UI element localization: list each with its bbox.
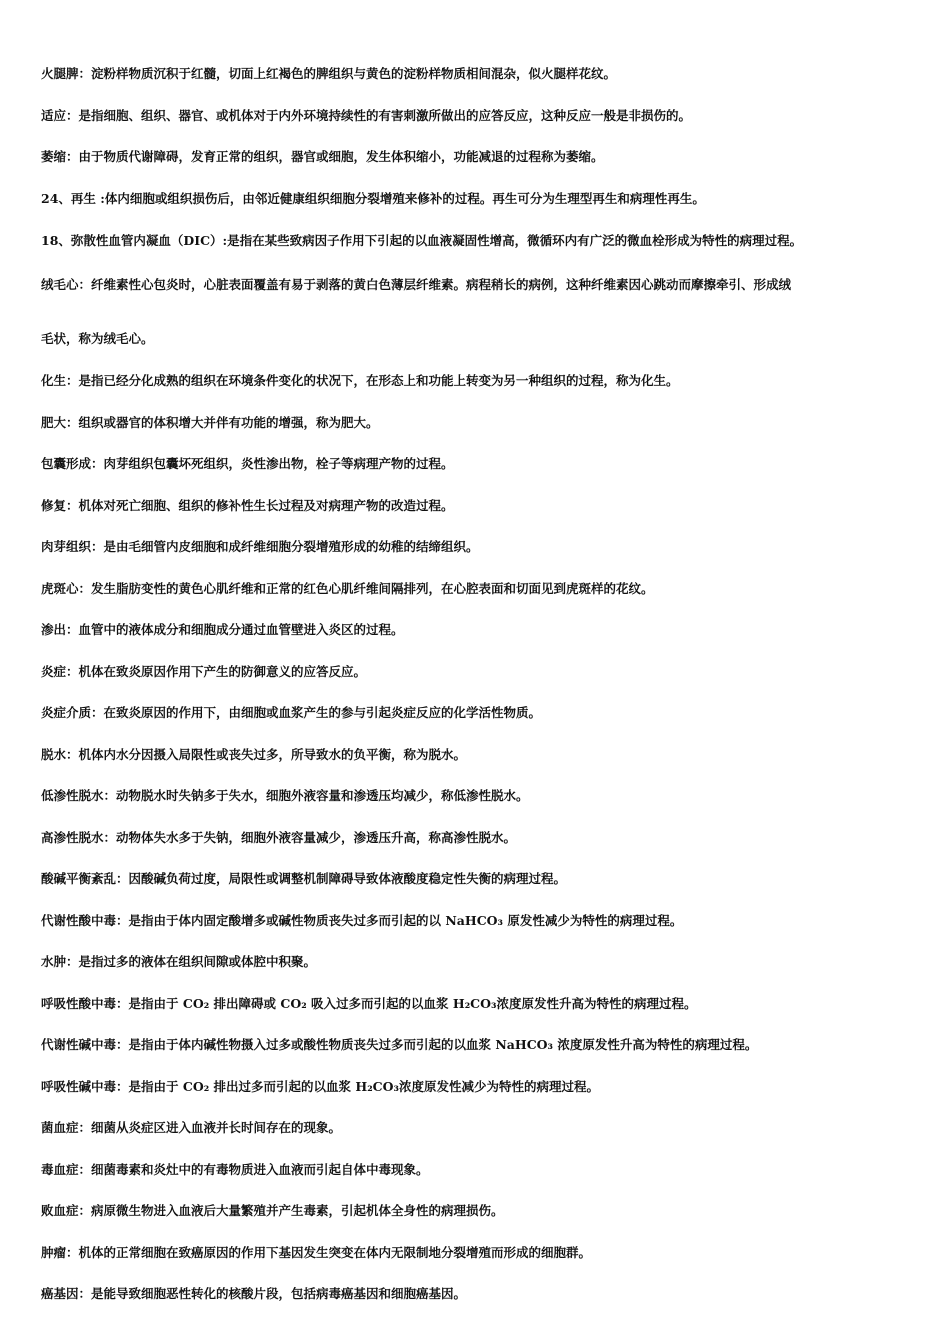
term-label: 水肿： [41,953,79,969]
glossary-entry [41,1244,921,1262]
term-definition: 是指已经分化成熟的组织在环境条件变化的状况下，在形态上和功能上转变为另一种组织的过程，称为化生。 [78,372,679,388]
glossary-entry [41,455,921,473]
term-definition: 是指由于体内固定酸增多或碱性物质丧失过多而引起的以 NaHCO₃ 原发性减少为特性的病理过程。 [128,912,683,928]
glossary-entry-continuation [41,330,921,348]
term-definition: 是指细胞、组织、器官、或机体对于内外环境持续性的有害刺激所做出的应答反应，这种反应一般是非损伤的。 [78,107,692,123]
term-definition: 体内细胞或组织损伤后，由邻近健康组织细胞分裂增殖来修补的过程。再生可分为生理型再生和病理性再生。 [104,190,705,206]
term-label: 炎症介质： [41,704,104,720]
term-definition: 是由毛细管内皮细胞和成纤维细胞分裂增殖形成的幼稚的结缔组织。 [103,538,479,554]
term-label: 高渗性脱水： [41,829,117,845]
term-definition: 肉芽组织包囊坏死组织，炎性渗出物，栓子等病理产物的过程。 [103,455,454,471]
glossary-entry [41,1161,921,1179]
glossary-entry [41,372,921,390]
glossary-entry [41,276,921,294]
term-definition: 细菌从炎症区进入血液并长时间存在的现象。 [91,1119,342,1135]
term-definition: 机体对死亡细胞、组织的修补性生长过程及对病理产物的改造过程。 [78,497,454,513]
term-definition: 血管中的液体成分和细胞成分通过血管壁进入炎区的过程。 [78,621,404,637]
term-definition: 纤维素性心包炎时，心脏表面覆盖有易于剥落的黄白色薄层纤维素。病程稍长的病例，这种纤维素因心跳动而摩擦牵引、形成绒 [91,276,792,292]
term-label: 24、再生 : [41,190,105,206]
glossary-entry [41,746,921,764]
term-definition: 机体在致炎原因作用下产生的防御意义的应答反应。 [78,663,367,679]
glossary-entry [41,1036,921,1054]
term-label: 败血症： [41,1202,92,1218]
term-label: 火腿脾： [41,65,92,81]
glossary-entry [41,497,921,515]
glossary-entry [41,190,921,208]
glossary-entry [41,1202,921,1220]
term-label: 包囊形成： [41,455,104,471]
term-definition: 动物体失水多于失钠，细胞外液容量减少，渗透压升高，称高渗性脱水。 [116,829,517,845]
term-label: 肉芽组织： [41,538,104,554]
glossary-entry [41,414,921,432]
term-label: 脱水： [41,746,79,762]
term-definition: 是指过多的液体在组织间隙或体腔中积聚。 [78,953,317,969]
term-definition: 是能导致细胞恶性转化的核酸片段，包括病毒癌基因和细胞癌基因。 [91,1285,467,1301]
term-definition: 动物脱水时失钠多于失水，细胞外液容量和渗透压均减少，称低渗性脱水。 [116,787,529,803]
term-label: 渗出： [41,621,79,637]
term-definition: 是指由于 CO₂ 排出障碍或 CO₂ 吸入过多而引起的以血浆 H₂CO₃浓度原发性升高为特性的病理过程。 [128,995,697,1011]
glossary-entry [41,995,921,1013]
glossary-entry [41,829,921,847]
term-definition: 发生脂肪变性的黄色心肌纤维和正常的红色心肌纤维间隔排列，在心腔表面和切面见到虎斑样的花纹。 [91,580,654,596]
term-label: 呼吸性碱中毒： [41,1078,129,1094]
term-label: 炎症： [41,663,79,679]
glossary-entry [41,580,921,598]
glossary-entry [41,621,921,639]
term-label: 萎缩： [41,148,79,164]
term-label: 虎斑心： [41,580,92,596]
term-label: 低渗性脱水： [41,787,117,803]
term-definition: 机体内水分因摄入局限性或丧失过多，所导致水的负平衡，称为脱水。 [78,746,467,762]
term-label: 适应： [41,107,79,123]
term-label: 代谢性碱中毒： [41,1036,129,1052]
glossary-entry [41,232,921,250]
term-definition: 毛状，称为绒毛心。 [41,330,154,346]
term-definition: 是指在某些致病因子作用下引起的以血液凝固性增高，微循环内有广泛的微血栓形成为特性的病理过程。 [227,232,803,248]
glossary-entry [41,148,921,166]
glossary-entry [41,912,921,930]
term-label: 绒毛心： [41,276,92,292]
term-definition: 细菌毒素和炎灶中的有毒物质进入血液而引起自体中毒现象。 [91,1161,429,1177]
term-definition: 组织或器官的体积增大并伴有功能的增强，称为肥大。 [78,414,379,430]
term-label: 肥大： [41,414,79,430]
glossary-entry [41,1285,921,1303]
glossary-entry [41,663,921,681]
term-definition: 由于物质代谢障碍，发育正常的组织，器官或细胞，发生体积缩小，功能减退的过程称为萎缩。 [78,148,604,164]
term-definition: 淀粉样物质沉积于红髓，切面上红褐色的脾组织与黄色的淀粉样物质相间混杂，似火腿样花纹。 [91,65,617,81]
term-label: 修复： [41,497,79,513]
glossary-entry [41,787,921,805]
term-definition: 机体的正常细胞在致癌原因的作用下基因发生突变在体内无限制地分裂增殖而形成的细胞群。 [78,1244,592,1260]
glossary-entry [41,870,921,888]
term-label: 肿瘤： [41,1244,79,1260]
term-label: 毒血症： [41,1161,92,1177]
glossary-entry [41,1119,921,1137]
term-definition: 在致炎原因的作用下，由细胞或血浆产生的参与引起炎症反应的化学活性物质。 [103,704,542,720]
term-label: 菌血症： [41,1119,92,1135]
glossary-entry [41,65,921,83]
term-label: 18、弥散性血管内凝血（DIC）: [41,232,228,248]
term-definition: 因酸碱负荷过度，局限性或调整机制障碍导致体液酸度稳定性失衡的病理过程。 [128,870,567,886]
term-label: 代谢性酸中毒： [41,912,129,928]
term-definition: 是指由于 CO₂ 排出过多而引起的以血浆 H₂CO₃浓度原发性减少为特性的病理过程。 [128,1078,599,1094]
term-definition: 病原微生物进入血液后大量繁殖并产生毒素，引起机体全身性的病理损伤。 [91,1202,504,1218]
term-label: 酸碱平衡紊乱： [41,870,129,886]
glossary-entry [41,953,921,971]
glossary-entry [41,538,921,556]
glossary-entry [41,107,921,125]
glossary-entry [41,1078,921,1096]
term-label: 癌基因： [41,1285,92,1301]
term-definition: 是指由于体内碱性物摄入过多或酸性物质丧失过多而引起的以血浆 NaHCO₃ 浓度原发性升高为特性的病理过程。 [128,1036,758,1052]
term-label: 化生： [41,372,79,388]
term-label: 呼吸性酸中毒： [41,995,129,1011]
glossary-entry [41,704,921,722]
